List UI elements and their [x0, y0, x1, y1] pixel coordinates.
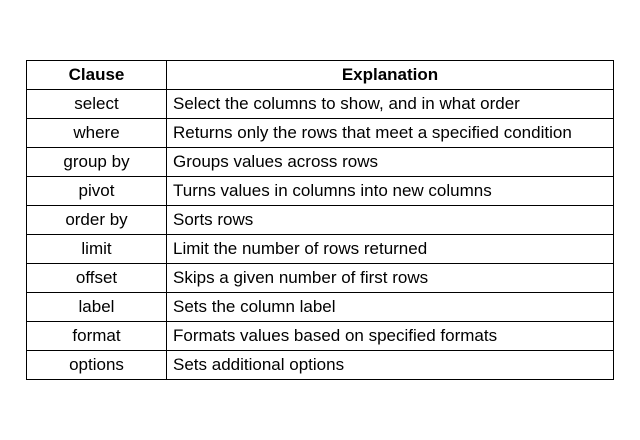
clause-table	[26, 60, 614, 380]
table-row	[27, 351, 614, 380]
table-header-row	[27, 61, 614, 90]
clause-cell: offset	[27, 264, 167, 293]
table-row	[27, 264, 614, 293]
explanation-cell: Formats values based on specified formats	[167, 322, 614, 351]
table-row	[27, 206, 614, 235]
clause-cell: order by	[27, 206, 167, 235]
table-row	[27, 235, 614, 264]
table-row	[27, 90, 614, 119]
explanation-cell: Groups values across rows	[167, 148, 614, 177]
explanation-cell: Returns only the rows that meet a specified condition	[167, 119, 614, 148]
clause-cell: options	[27, 351, 167, 380]
explanation-cell: Sorts rows	[167, 206, 614, 235]
clause-cell: select	[27, 90, 167, 119]
explanation-cell: Sets additional options	[167, 351, 614, 380]
explanation-cell: Skips a given number of first rows	[167, 264, 614, 293]
clause-cell: format	[27, 322, 167, 351]
clause-cell: where	[27, 119, 167, 148]
clause-cell: limit	[27, 235, 167, 264]
table-row	[27, 293, 614, 322]
clause-cell: label	[27, 293, 167, 322]
clause-cell: pivot	[27, 177, 167, 206]
table-row	[27, 177, 614, 206]
header-clause: Clause	[27, 61, 167, 90]
table-row	[27, 119, 614, 148]
explanation-cell: Limit the number of rows returned	[167, 235, 614, 264]
explanation-cell: Sets the column label	[167, 293, 614, 322]
explanation-cell: Select the columns to show, and in what order	[167, 90, 614, 119]
clause-cell: group by	[27, 148, 167, 177]
table-row	[27, 322, 614, 351]
header-explanation: Explanation	[167, 61, 614, 90]
explanation-cell: Turns values in columns into new columns	[167, 177, 614, 206]
table-row	[27, 148, 614, 177]
